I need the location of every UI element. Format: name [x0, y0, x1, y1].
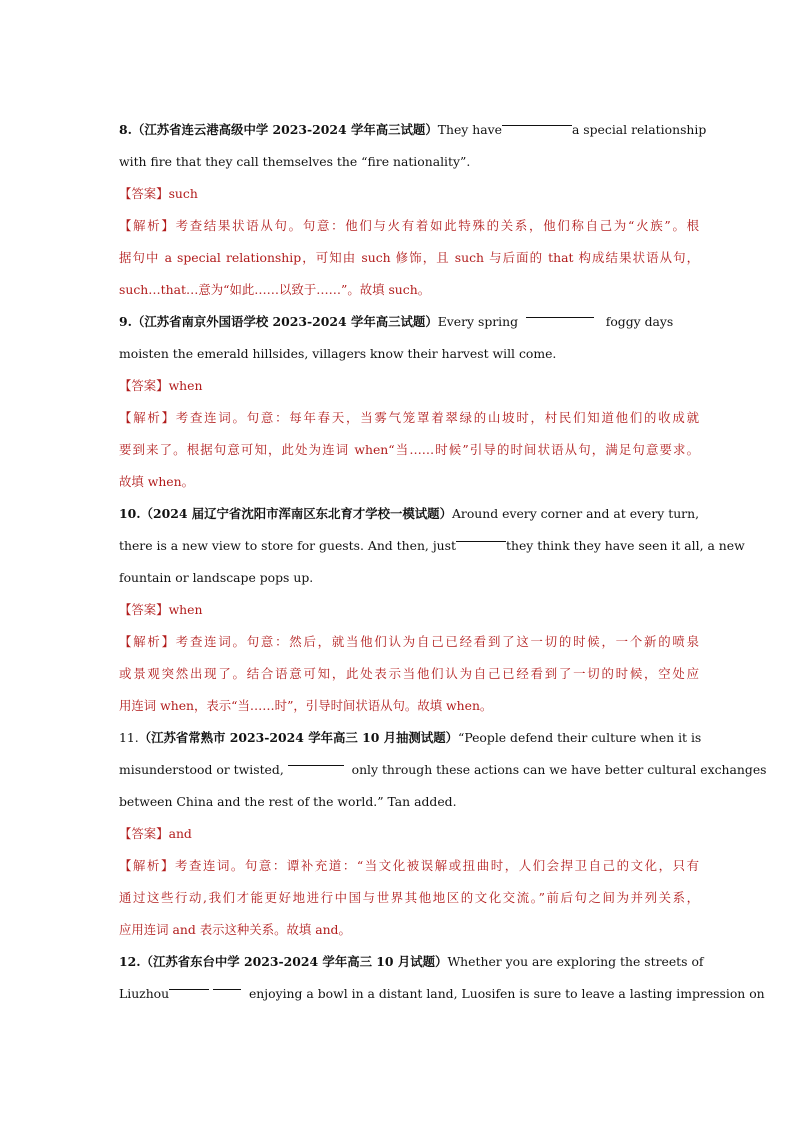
analysis-text: 考查连词。句意：然后，就当他们认为自己已经看到了这一切的时候，一个新的喷泉 [175, 634, 700, 649]
question-9-analysis-line-2: 要到来了。根据句意可知，此处为连词 when“当……时候”引导的时间状语从句，满足句意要求。 [119, 442, 699, 457]
question-8-analysis-line-2: 据句中 a special relationship，可知由 such 修饰，且 such 与后面的 that 构成结果状语从句， [119, 250, 699, 265]
answer-blank [213, 988, 241, 990]
answer-value: when [168, 602, 203, 617]
question-9-analysis-line-1 [119, 402, 699, 434]
question-9-analysis-line-3: 故填 when。 [119, 474, 195, 489]
question-12-line-2 [119, 978, 765, 1010]
question-11-line-1 [119, 722, 702, 754]
analysis-text: 考查连词。句意：每年春天，当雾气笼罩着翠绿的山坡时，村民们知道他们的收成就 [175, 410, 700, 425]
question-10-line-3 [119, 562, 699, 594]
question-number: 11. [119, 730, 139, 745]
question-source: （江苏省东台中学 2023-2024 学年高三 10 月试题） [140, 954, 448, 969]
answer-value: such [168, 186, 198, 201]
question-text: They have [437, 122, 502, 137]
question-text: Liuzhou [119, 986, 170, 1001]
question-text: Whether you are exploring the streets of [447, 954, 704, 969]
analysis-text: 考查结果状语从句。句意：他们与火有着如此特殊的关系，他们称自己为“火族”。根 [175, 218, 700, 233]
question-text: between China and the rest of the world.” Tan added. [119, 794, 457, 809]
answer-blank [169, 988, 209, 990]
question-8-line-1 [119, 114, 707, 146]
question-10-analysis-line-1 [119, 626, 699, 658]
question-8-analysis-line-3: such…that…意为“如此……以致于……”。故填 such。 [119, 282, 431, 297]
question-9-line-1 [119, 306, 699, 338]
answer-label: 【答案】 [119, 378, 169, 393]
question-number: 12. [119, 954, 141, 969]
question-text: misunderstood or twisted, [119, 762, 284, 777]
question-text: moisten the emerald hillsides, villagers know their harvest will come. [119, 346, 557, 361]
question-number: 8. [119, 122, 132, 137]
answer-blank [502, 124, 572, 126]
question-11-answer [119, 818, 699, 850]
question-11-line-3 [119, 786, 699, 818]
answer-value: when [168, 378, 203, 393]
answer-label: 【答案】 [119, 602, 169, 617]
question-10-analysis-line-2: 或景观突然出现了。结合语意可知，此处表示当他们认为自己已经看到了一切的时候，空处应 [119, 666, 699, 681]
analysis-label: 【解析】 [119, 218, 176, 233]
question-11-line-2 [119, 754, 767, 786]
answer-value: and [168, 826, 192, 841]
question-11-analysis-line-2: 通过这些行动,我们才能更好地进行中国与世界其他地区的文化交流。”前后句之间为并列关系， [119, 890, 699, 905]
question-text: Around every corner and at every turn, [451, 506, 700, 521]
question-11-analysis-line-1 [119, 850, 699, 882]
question-10-analysis-line-3: 用连词 when，表示“当……时”，引导时间状语从句。故填 when。 [119, 698, 493, 713]
question-source: （2024 届辽宁省沈阳市浑南区东北育才学校一模试题） [140, 506, 452, 521]
analysis-label: 【解析】 [119, 858, 175, 873]
question-10-line-2 [119, 530, 745, 562]
question-10-line-1 [119, 498, 699, 530]
question-12-line-1 [119, 946, 704, 978]
question-text: enjoying a bowl in a distant land, Luosifen is sure to leave a lasting impression on [248, 986, 765, 1001]
question-source: （江苏省南京外国语学校 2023-2024 学年高三试题） [131, 314, 438, 329]
question-text: with fire that they call themselves the “fire nationality”. [119, 154, 471, 169]
question-text: Every spring [437, 314, 519, 329]
question-source: （江苏省常熟市 2023-2024 学年高三 10 月抽测试题） [138, 730, 458, 745]
question-text: a special relationship [571, 122, 707, 137]
question-number: 10. [119, 506, 141, 521]
answer-label: 【答案】 [119, 186, 169, 201]
question-10-answer [119, 594, 699, 626]
answer-blank [456, 540, 506, 542]
question-text: “People defend their culture when it is [457, 730, 702, 745]
answer-blank [288, 764, 344, 766]
question-source: （江苏省连云港高级中学 2023-2024 学年高三试题） [131, 122, 438, 137]
question-8-analysis-line-1 [119, 210, 699, 242]
answer-blank [526, 316, 594, 318]
question-8-answer [119, 178, 699, 210]
question-9-answer [119, 370, 699, 402]
analysis-text: 考查连词。句意：谭补充道：“当文化被误解或扭曲时，人们会捍卫自己的文化，只有 [174, 858, 699, 873]
document-page [119, 114, 767, 1010]
question-text: they think they have seen it all, a new [505, 538, 745, 553]
question-text: only through these actions can we have better cultural exchanges [351, 762, 767, 777]
question-text: fountain or landscape pops up. [119, 570, 314, 585]
question-number: 9. [119, 314, 132, 329]
question-9-line-2 [119, 338, 699, 370]
analysis-label: 【解析】 [119, 410, 176, 425]
question-text: there is a new view to store for guests. And then, just [119, 538, 456, 553]
analysis-label: 【解析】 [119, 634, 176, 649]
question-8-line-2 [119, 146, 699, 178]
question-text: foggy days [605, 314, 674, 329]
answer-label: 【答案】 [119, 826, 169, 841]
question-11-analysis-line-3: 应用连词 and 表示这种关系。故填 and。 [119, 922, 351, 937]
